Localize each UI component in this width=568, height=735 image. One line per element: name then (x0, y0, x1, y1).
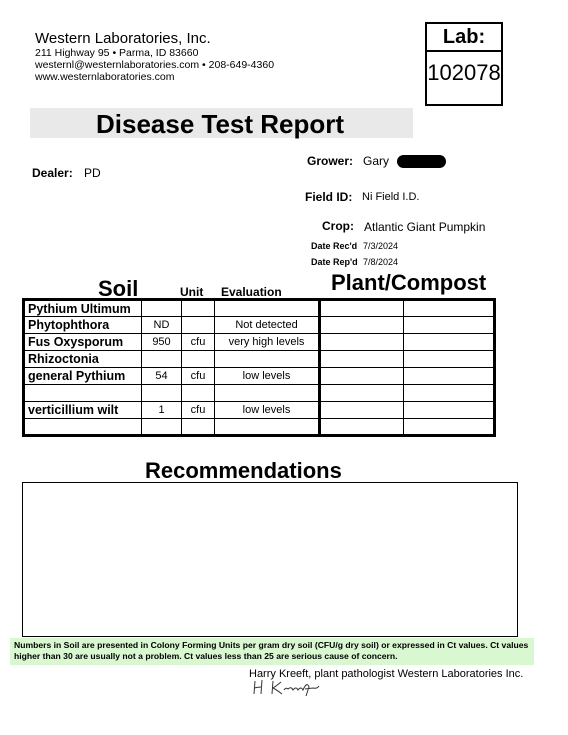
soil-unit (182, 300, 215, 317)
soil-unit (182, 317, 215, 334)
date-received-label: Date Rec'd (311, 241, 358, 251)
date-reported-label: Date Rep'd (311, 257, 358, 267)
pathogen-name (24, 419, 142, 436)
soil-evaluation (215, 419, 320, 436)
date-received-value: 7/3/2024 (363, 241, 399, 251)
table-row (24, 334, 495, 351)
plant-evaluation (404, 351, 495, 368)
crop-label: Crop: (322, 219, 354, 233)
plant-value (320, 419, 404, 436)
soil-value: 54 (142, 368, 182, 385)
crop-value: Atlantic Giant Pumpkin (364, 220, 486, 234)
soil-unit (182, 351, 215, 368)
table-row (24, 419, 495, 436)
plant-evaluation (404, 317, 495, 334)
plant-value (320, 334, 404, 351)
plant-evaluation (404, 419, 495, 436)
date-reported-value: 7/8/2024 (363, 257, 399, 267)
pathogen-name: general Pythium (24, 368, 142, 385)
redaction-mark (397, 155, 446, 168)
results-table (22, 298, 496, 437)
units-note: Numbers in Soil are presented in Colony Forming Units per gram dry soil (CFU/g dry soil) or expressed in Ct values. Ct values higher than 30 are usually not a problem. Ct values less than 25 are serious cause of concern. (10, 638, 534, 665)
recommendations-box (22, 482, 518, 637)
soil-evaluation (215, 300, 320, 317)
pathogen-name: Fus Oxysporum (24, 334, 142, 351)
soil-evaluation: Not detected (215, 317, 320, 334)
soil-unit (182, 419, 215, 436)
table-row (24, 368, 495, 385)
company-address: 211 Highway 95 • Parma, ID 83660 (35, 47, 199, 59)
plant-evaluation (404, 334, 495, 351)
plant-evaluation (404, 402, 495, 419)
company-name: Western Laboratories, Inc. (35, 30, 211, 47)
evaluation-column-header: Evaluation (221, 285, 282, 299)
dealer-label: Dealer: (32, 166, 73, 180)
table-row (24, 317, 495, 334)
plant-value (320, 351, 404, 368)
plant-value (320, 368, 404, 385)
soil-evaluation: low levels (215, 368, 320, 385)
soil-value: 1 (142, 402, 182, 419)
table-row (24, 402, 495, 419)
grower-value: Gary (363, 154, 390, 168)
plant-value (320, 402, 404, 419)
plant-evaluation (404, 368, 495, 385)
soil-evaluation (215, 351, 320, 368)
report-title: Disease Test Report (96, 109, 345, 139)
table-row (24, 300, 495, 317)
plant-compost-heading: Plant/Compost (331, 270, 487, 295)
soil-heading: Soil (98, 276, 139, 301)
pathogen-name: verticillium wilt (24, 402, 142, 419)
plant-evaluation (404, 385, 495, 402)
soil-value: 950 (142, 334, 182, 351)
company-website: www.westernlaboratories.com (35, 71, 175, 83)
lab-label: Lab: (427, 24, 501, 52)
pathogen-name (24, 385, 142, 402)
recommendations-heading: Recommendations (145, 458, 342, 483)
table-row (24, 351, 495, 368)
title-band (30, 108, 413, 138)
soil-evaluation: very high levels (215, 334, 320, 351)
lab-number: 102078 (427, 60, 501, 85)
signer-name: Harry Kreeft, plant pathologist Western Laboratories Inc. (249, 668, 524, 680)
field-id-label: Field ID: (305, 190, 353, 204)
soil-value (142, 300, 182, 317)
soil-value (142, 351, 182, 368)
plant-value (320, 300, 404, 317)
company-contact: westernl@westernlaboratories.com • 208-649-4360 (35, 59, 275, 71)
handwritten-signature (253, 677, 333, 697)
soil-value (142, 419, 182, 436)
plant-value (320, 317, 404, 334)
soil-unit (182, 385, 215, 402)
pathogen-name: Phytophthora (24, 317, 142, 334)
soil-unit: cfu (182, 368, 215, 385)
soil-unit: cfu (182, 334, 215, 351)
soil-value: ND (142, 317, 182, 334)
dealer-value: PD (84, 166, 101, 180)
unit-column-header: Unit (180, 285, 204, 299)
soil-unit: cfu (182, 402, 215, 419)
field-id-value: Ni Field I.D. (362, 191, 420, 203)
lab-box (425, 22, 503, 106)
pathogen-name: Pythium Ultimum (24, 300, 142, 317)
soil-evaluation (215, 385, 320, 402)
grower-label: Grower: (307, 154, 354, 168)
soil-value (142, 385, 182, 402)
plant-value (320, 385, 404, 402)
plant-evaluation (404, 300, 495, 317)
table-row (24, 385, 495, 402)
pathogen-name: Rhizoctonia (24, 351, 142, 368)
soil-evaluation: low levels (215, 402, 320, 419)
